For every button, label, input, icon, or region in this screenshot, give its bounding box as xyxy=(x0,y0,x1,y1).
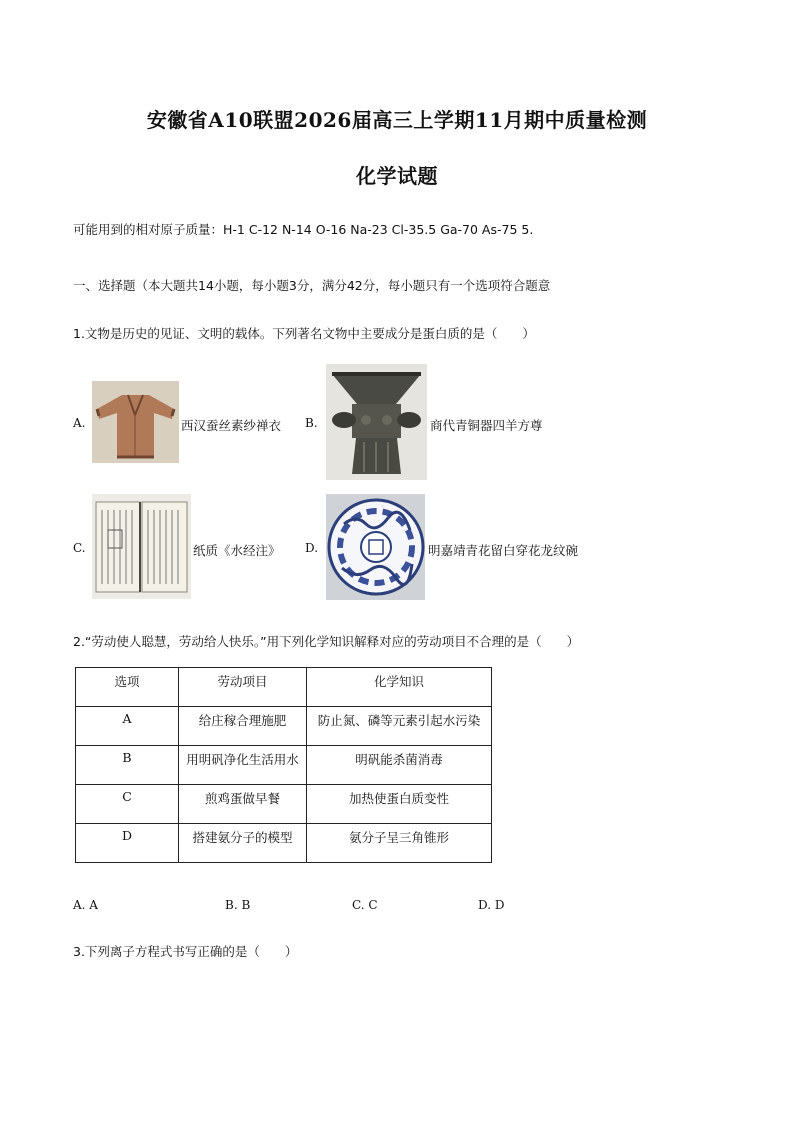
book-icon xyxy=(92,494,191,599)
answer-choice-a: A. A xyxy=(73,898,98,912)
subject-title: 化学试题 xyxy=(356,164,438,188)
section-heading: 一、选择题（本大题共14小题，每小题3分，满分42分，每小题只有一个选项符合题意 xyxy=(73,278,551,293)
row-option: D xyxy=(76,824,179,863)
option-a-letter: A. xyxy=(73,416,86,430)
row-labor: 煎鸡蛋做早餐 xyxy=(179,785,307,824)
question-1-stem: 1.文物是历史的见证、文明的载体。下列著名文物中主要成分是蛋白质的是（ ） xyxy=(73,326,535,341)
row-labor: 给庄稼合理施肥 xyxy=(179,707,307,746)
header-knowledge: 化学知识 xyxy=(307,668,492,707)
row-knowledge: 明矾能杀菌消毒 xyxy=(307,746,492,785)
option-c-letter: C. xyxy=(73,541,86,555)
option-c-text: 纸质《水经注》 xyxy=(193,543,281,558)
option-a-text: 西汉蚕丝素纱禅衣 xyxy=(181,418,282,433)
answer-choice-b: B. B xyxy=(225,898,251,912)
row-option: A xyxy=(76,707,179,746)
header-option: 选项 xyxy=(76,668,179,707)
labor-chemistry-table xyxy=(75,667,492,863)
row-labor: 搭建氨分子的模型 xyxy=(179,824,307,863)
row-knowledge: 氨分子呈三角锥形 xyxy=(307,824,492,863)
table-row xyxy=(76,746,492,785)
answer-choice-c: C. C xyxy=(352,898,378,912)
atomic-masses: 可能用到的相对原子质量：H-1 C-12 N-14 O-16 Na-23 Cl-35.5 Ga-70 As-75 5. xyxy=(73,222,534,237)
question-2-stem: 2.“劳动使人聪慧，劳动给人快乐。”用下列化学知识解释对应的劳动项目不合理的是（ ） xyxy=(73,634,580,649)
table-row xyxy=(76,824,492,863)
option-b-text: 商代青铜器四羊方尊 xyxy=(430,418,543,433)
row-option: B xyxy=(76,746,179,785)
option-d-text: 明嘉靖青花留白穿花龙纹碗 xyxy=(428,543,579,558)
row-labor: 用明矾净化生活用水 xyxy=(179,746,307,785)
row-knowledge: 加热使蛋白质变性 xyxy=(307,785,492,824)
row-option: C xyxy=(76,785,179,824)
header-labor: 劳动项目 xyxy=(179,668,307,707)
table-header-row xyxy=(76,668,492,707)
row-knowledge: 防止氮、磷等元素引起水污染 xyxy=(307,707,492,746)
table-row xyxy=(76,785,492,824)
exam-title: 安徽省A10联盟2026届高三上学期11月期中质量检测 xyxy=(146,108,648,132)
question-3-stem: 3.下列离子方程式书写正确的是（ ） xyxy=(73,944,298,959)
silk-robe-icon xyxy=(92,381,179,463)
table-row xyxy=(76,707,492,746)
answer-choice-d: D. D xyxy=(478,898,505,912)
option-d-letter: D. xyxy=(305,541,319,555)
bronze-vessel-icon xyxy=(326,364,427,480)
option-b-letter: B. xyxy=(305,416,318,430)
porcelain-bowl-icon xyxy=(326,494,425,600)
